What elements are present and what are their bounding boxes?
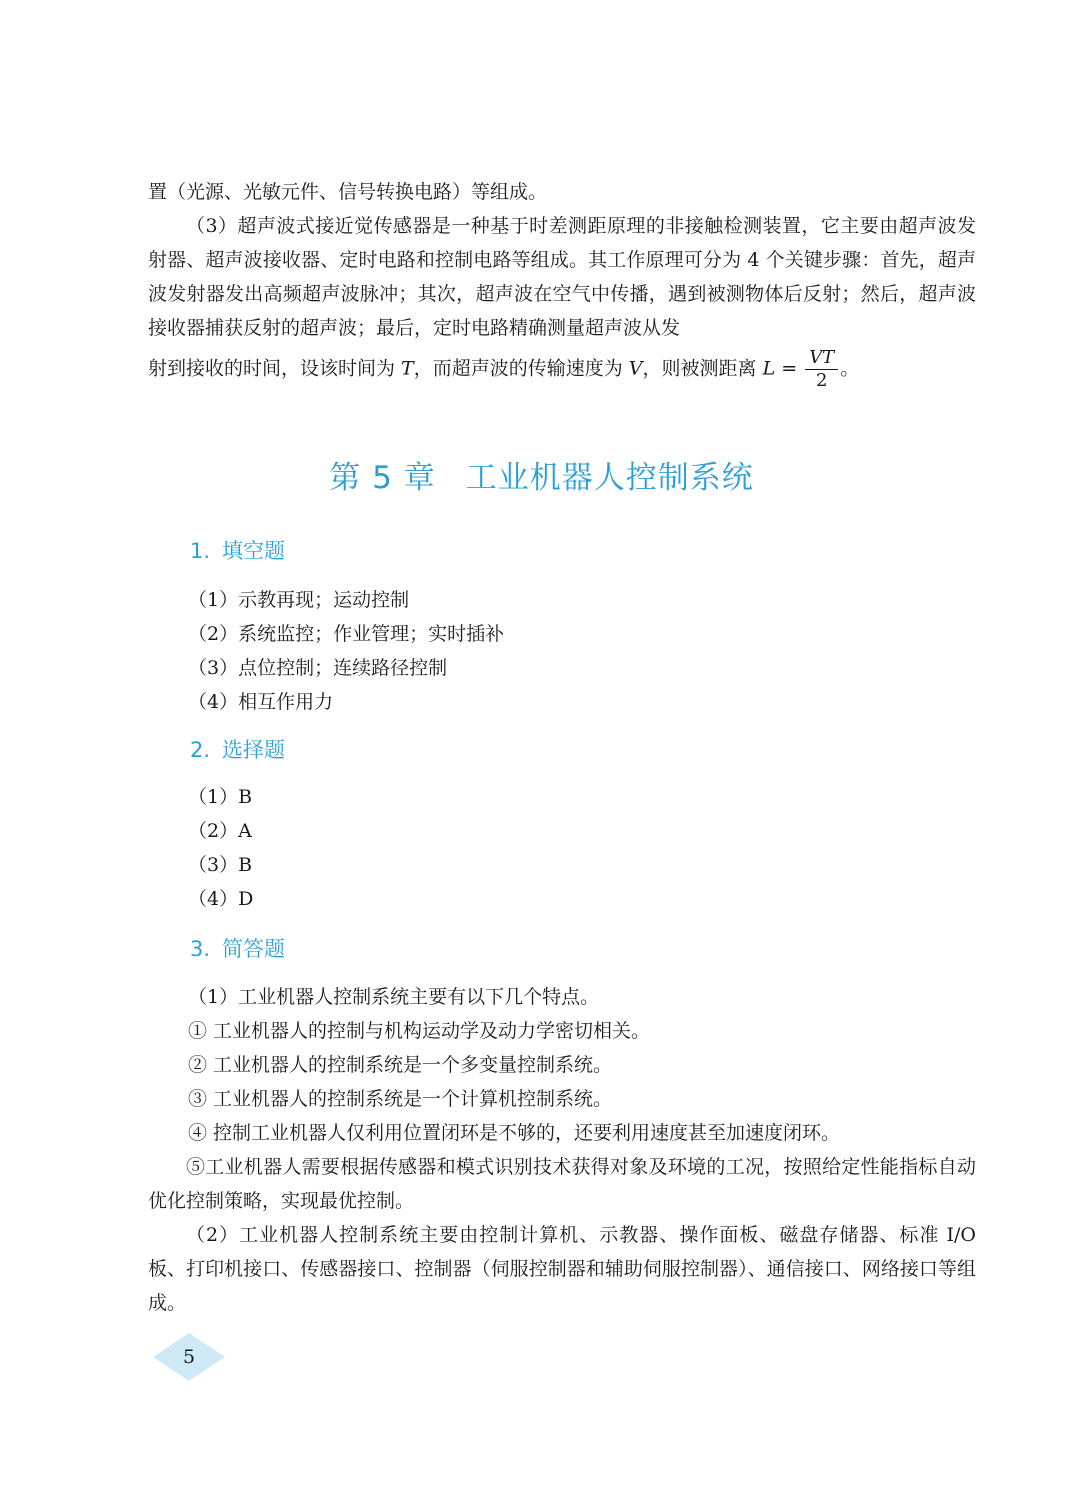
fraction <box>805 349 838 390</box>
short-answer-paragraphs <box>148 1150 976 1320</box>
section-title: 填空题 <box>222 539 286 563</box>
composition-paragraph: （2）工业机器人控制系统主要由控制计算机、示教器、操作面板、磁盘存储器、标准 I/O 板、打印机接口、传感器接口、控制器（伺服控制器和辅助伺服控制器）、通信接口、网络接口等组成。 <box>148 1224 976 1314</box>
short-answer-points <box>188 980 840 1150</box>
list-item: （4）相互作用力 <box>188 691 334 713</box>
intro-block <box>148 175 976 390</box>
formula-end: 。 <box>840 357 860 380</box>
page-number-badge <box>151 1331 227 1383</box>
list-item: ③ 工业机器人的控制系统是一个计算机控制系统。 <box>188 1088 613 1110</box>
list-item: ② 工业机器人的控制系统是一个多变量控制系统。 <box>188 1054 613 1076</box>
fill-blank-answers <box>188 583 504 719</box>
chapter-title <box>0 452 1083 497</box>
equals-sign: = <box>775 357 804 380</box>
chapter-label: 第 5 章 <box>329 460 436 496</box>
section-heading-short-answer <box>190 933 285 963</box>
var-t: T <box>401 357 414 380</box>
intro-line: 置（光源、光敏元件、信号转换电路）等组成。 <box>148 181 548 203</box>
fraction-denominator: 2 <box>815 370 828 391</box>
list-item: （3）B <box>188 854 253 876</box>
list-item: （3）点位控制；连续路径控制 <box>188 657 448 679</box>
section-title: 选择题 <box>222 738 286 762</box>
section-heading-fill-blank <box>190 535 285 565</box>
list-item: （1）工业机器人控制系统主要有以下几个特点。 <box>188 986 600 1008</box>
formula-text-a: 射到接收的时间，设该时间为 <box>148 357 402 380</box>
var-v: V <box>628 357 643 380</box>
distance-formula-line <box>148 349 976 390</box>
list-item: （2）系统监控；作业管理；实时插补 <box>188 623 505 645</box>
list-item: ④ 控制工业机器人仅利用位置闭环是不够的，还要利用速度甚至加速度闭环。 <box>188 1122 841 1144</box>
formula-text-c: ，则被测距离 <box>642 357 763 380</box>
chapter-name: 工业机器人控制系统 <box>465 460 754 496</box>
var-l: L <box>762 357 776 380</box>
formula-text-b: ，而超声波的传输速度为 <box>413 357 629 380</box>
list-item: ① 工业机器人的控制与机构运动学及动力学密切相关。 <box>188 1020 651 1042</box>
section-title: 简答题 <box>222 937 286 961</box>
section-number: 1. <box>190 539 211 563</box>
list-item: （2）A <box>188 820 252 842</box>
page-number: 5 <box>182 1346 196 1368</box>
list-item: （1）B <box>188 786 253 808</box>
fraction-numerator: VT <box>805 349 838 370</box>
section-number: 3. <box>190 937 211 961</box>
choice-answers <box>188 780 253 916</box>
point-five-paragraph: ⑤工业机器人需要根据传感器和模式识别技术获得对象及环境的工况，按照给定性能指标自动优化控制策略，实现最优控制。 <box>148 1156 976 1212</box>
list-item: （1）示教再现；运动控制 <box>188 589 410 611</box>
list-item: （4）D <box>188 888 254 910</box>
section-heading-choice <box>190 734 285 764</box>
ultrasonic-paragraph: （3）超声波式接近觉传感器是一种基于时差测距原理的非接触检测装置，它主要由超声波发射器、超声波接收器、定时电路和控制电路等组成。其工作原理可分为 4 个关键步骤：首先，超声波发射器发出高频超声波脉冲；其次，超声波在空气中传播，遇到被测物体后反射；然后，超声波接收器捕获反射的超声波；最后，定时电路精确测量超声波从发 <box>148 215 976 339</box>
section-number: 2. <box>190 738 211 762</box>
